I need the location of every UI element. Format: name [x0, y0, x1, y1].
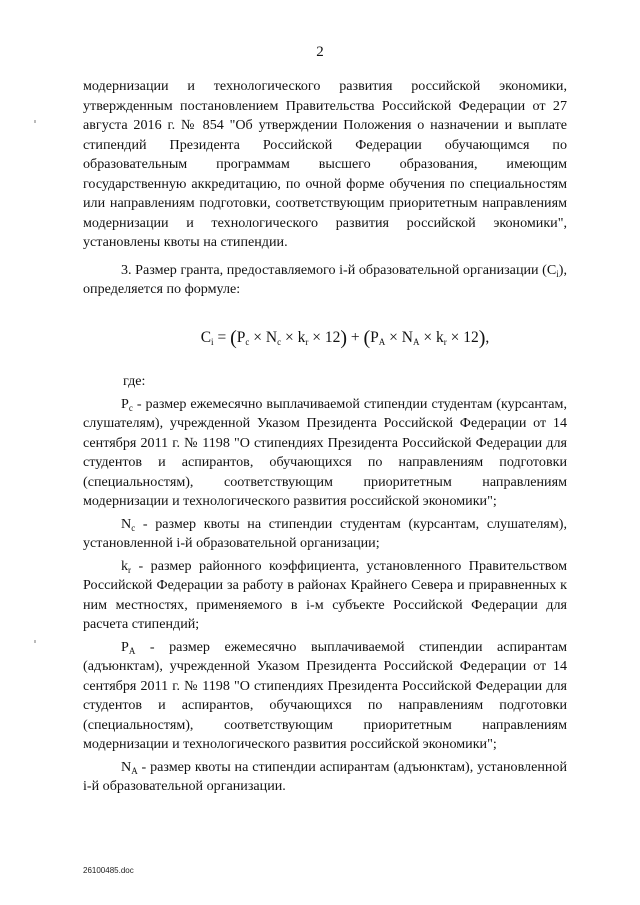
document-body [83, 77, 567, 797]
formula-lhs-sub: i [211, 336, 214, 347]
symbol-letter: P [121, 638, 129, 655]
formula-twelve: 12 [324, 328, 341, 346]
definition-pa [83, 638, 567, 755]
formula-k-sub: r [305, 336, 309, 347]
definition-pc [83, 395, 567, 512]
formula-p: P [370, 328, 379, 346]
definition-symbol [121, 558, 151, 574]
symbol-subscript: A [128, 645, 136, 656]
formula-paren-open: ( [363, 326, 371, 349]
symbol-subscript: c [131, 522, 136, 533]
definition-kr [83, 557, 567, 635]
formula-k-sub: r [443, 336, 447, 347]
formula-k: k [297, 328, 306, 346]
formula-paren-close: ) [340, 326, 347, 349]
formula-paren-close: ) [478, 326, 486, 349]
formula-end: , [485, 328, 490, 346]
symbol-subscript: c [128, 402, 133, 413]
formula-eq: = [213, 328, 231, 346]
item-3-subscript: i [556, 268, 559, 279]
formula-n-sub: c [277, 336, 282, 347]
symbol-letter: N [121, 758, 132, 775]
intro-paragraph: модернизации и технологического развития российской экономики, утвержденным постановлением Правительства Российской Федерации от 27 августа 2016 г. № 854 "Об утверждении Положения о назначении и выплате стипендий Президента Российской Федерации обучающимся по образовательным программам высшего образования, имеющим государственную аккредитацию, по очной форме обучения по специальностям или направлениям подготовки, соответствующим приоритетным направлениям модернизации и технологического развития российской экономики", установлены квоты на стипендии. [83, 78, 567, 250]
formula-mult: × [385, 328, 402, 346]
formula-mult: × [249, 328, 266, 346]
definition-text: размер районного коэффициента, установленного Правительством Российской Федерации за работу в районах Крайнего Севера и приравненных к ним местностях, применяемого в i-м субъекте Российской Федерации для расчета стипендий; [83, 557, 567, 632]
grant-formula [83, 328, 567, 349]
formula-mult: × [446, 328, 464, 346]
scan-speck [34, 640, 36, 643]
where-label: где: [123, 373, 146, 389]
formula-n: N [401, 328, 413, 346]
scan-speck [34, 120, 36, 123]
formula-n-sub: A [412, 336, 420, 347]
symbol-dash: - [131, 557, 151, 574]
symbol-dash: - [132, 395, 146, 412]
formula-mult: × [281, 328, 298, 346]
symbol-dash: - [137, 758, 151, 775]
formula-k: k [435, 328, 444, 346]
formula-mult: × [419, 328, 436, 346]
symbol-subscript: r [128, 564, 132, 575]
definition-text: размер ежемесячно выплачиваемой стипендии аспирантам (адъюнктам), учрежденной Указом Президента Российской Федерации от 14 сентября 2011 г. № 1198 "О стипендиях Президента Российской Федерации для студентов и аспирантов, обучающихся по направлениям подготовки (специальностям), соответствующим приоритетным направлениям модернизации и технологического развития российской экономики"; [83, 638, 567, 752]
definition-symbol [121, 639, 169, 655]
item-3-paragraph [83, 261, 567, 300]
formula-p-sub: c [245, 336, 250, 347]
symbol-letter: k [121, 557, 129, 574]
symbol-letter: N [121, 515, 132, 532]
formula-p-sub: A [378, 336, 386, 347]
definition-text: размер квоты на стипендии студентам (курсантам, слушателям), установленной i-й образовательной организации; [83, 515, 567, 551]
symbol-dash: - [135, 638, 170, 655]
formula-twelve: 12 [463, 328, 479, 346]
symbol-dash: - [135, 515, 156, 532]
definition-na [83, 758, 567, 797]
formula-paren-open: ( [230, 326, 237, 349]
symbol-subscript: A [131, 765, 138, 776]
item-3-text: 3. Размер гранта, предоставляемого i-й образовательной организации (C [121, 261, 557, 278]
definition-symbol [121, 516, 155, 532]
formula-n: N [265, 328, 278, 346]
formula-p: P [236, 328, 246, 346]
definition-text: размер квоты на стипендии аспирантам (адъюнктам), установленной i-й образовательной организации. [83, 758, 567, 794]
formula-mult: × [308, 328, 325, 346]
formula-plus: + [346, 328, 364, 346]
document-footer: 26100485.doc [83, 866, 134, 875]
symbol-letter: P [121, 395, 129, 412]
definition-symbol [121, 759, 150, 775]
item-3-text-end: ), определяется по формуле: [83, 261, 567, 297]
definition-nc [83, 515, 567, 554]
definition-text: размер ежемесячно выплачиваемой стипендии студентам (курсантам, слушателям), учрежденной Указом Президента Российской Федерации от 14 сентября 2011 г. № 1198 "О стипендиях Президента Российской Федерации для студентов и аспирантов, обучающихся по направлениям подготовки (специальностям), соответствующим приоритетным направлениям модернизации и технологического развития российской экономики"; [83, 395, 567, 509]
page-number: 2 [316, 44, 324, 60]
definition-symbol [121, 396, 146, 412]
formula-lhs: C [200, 328, 212, 346]
